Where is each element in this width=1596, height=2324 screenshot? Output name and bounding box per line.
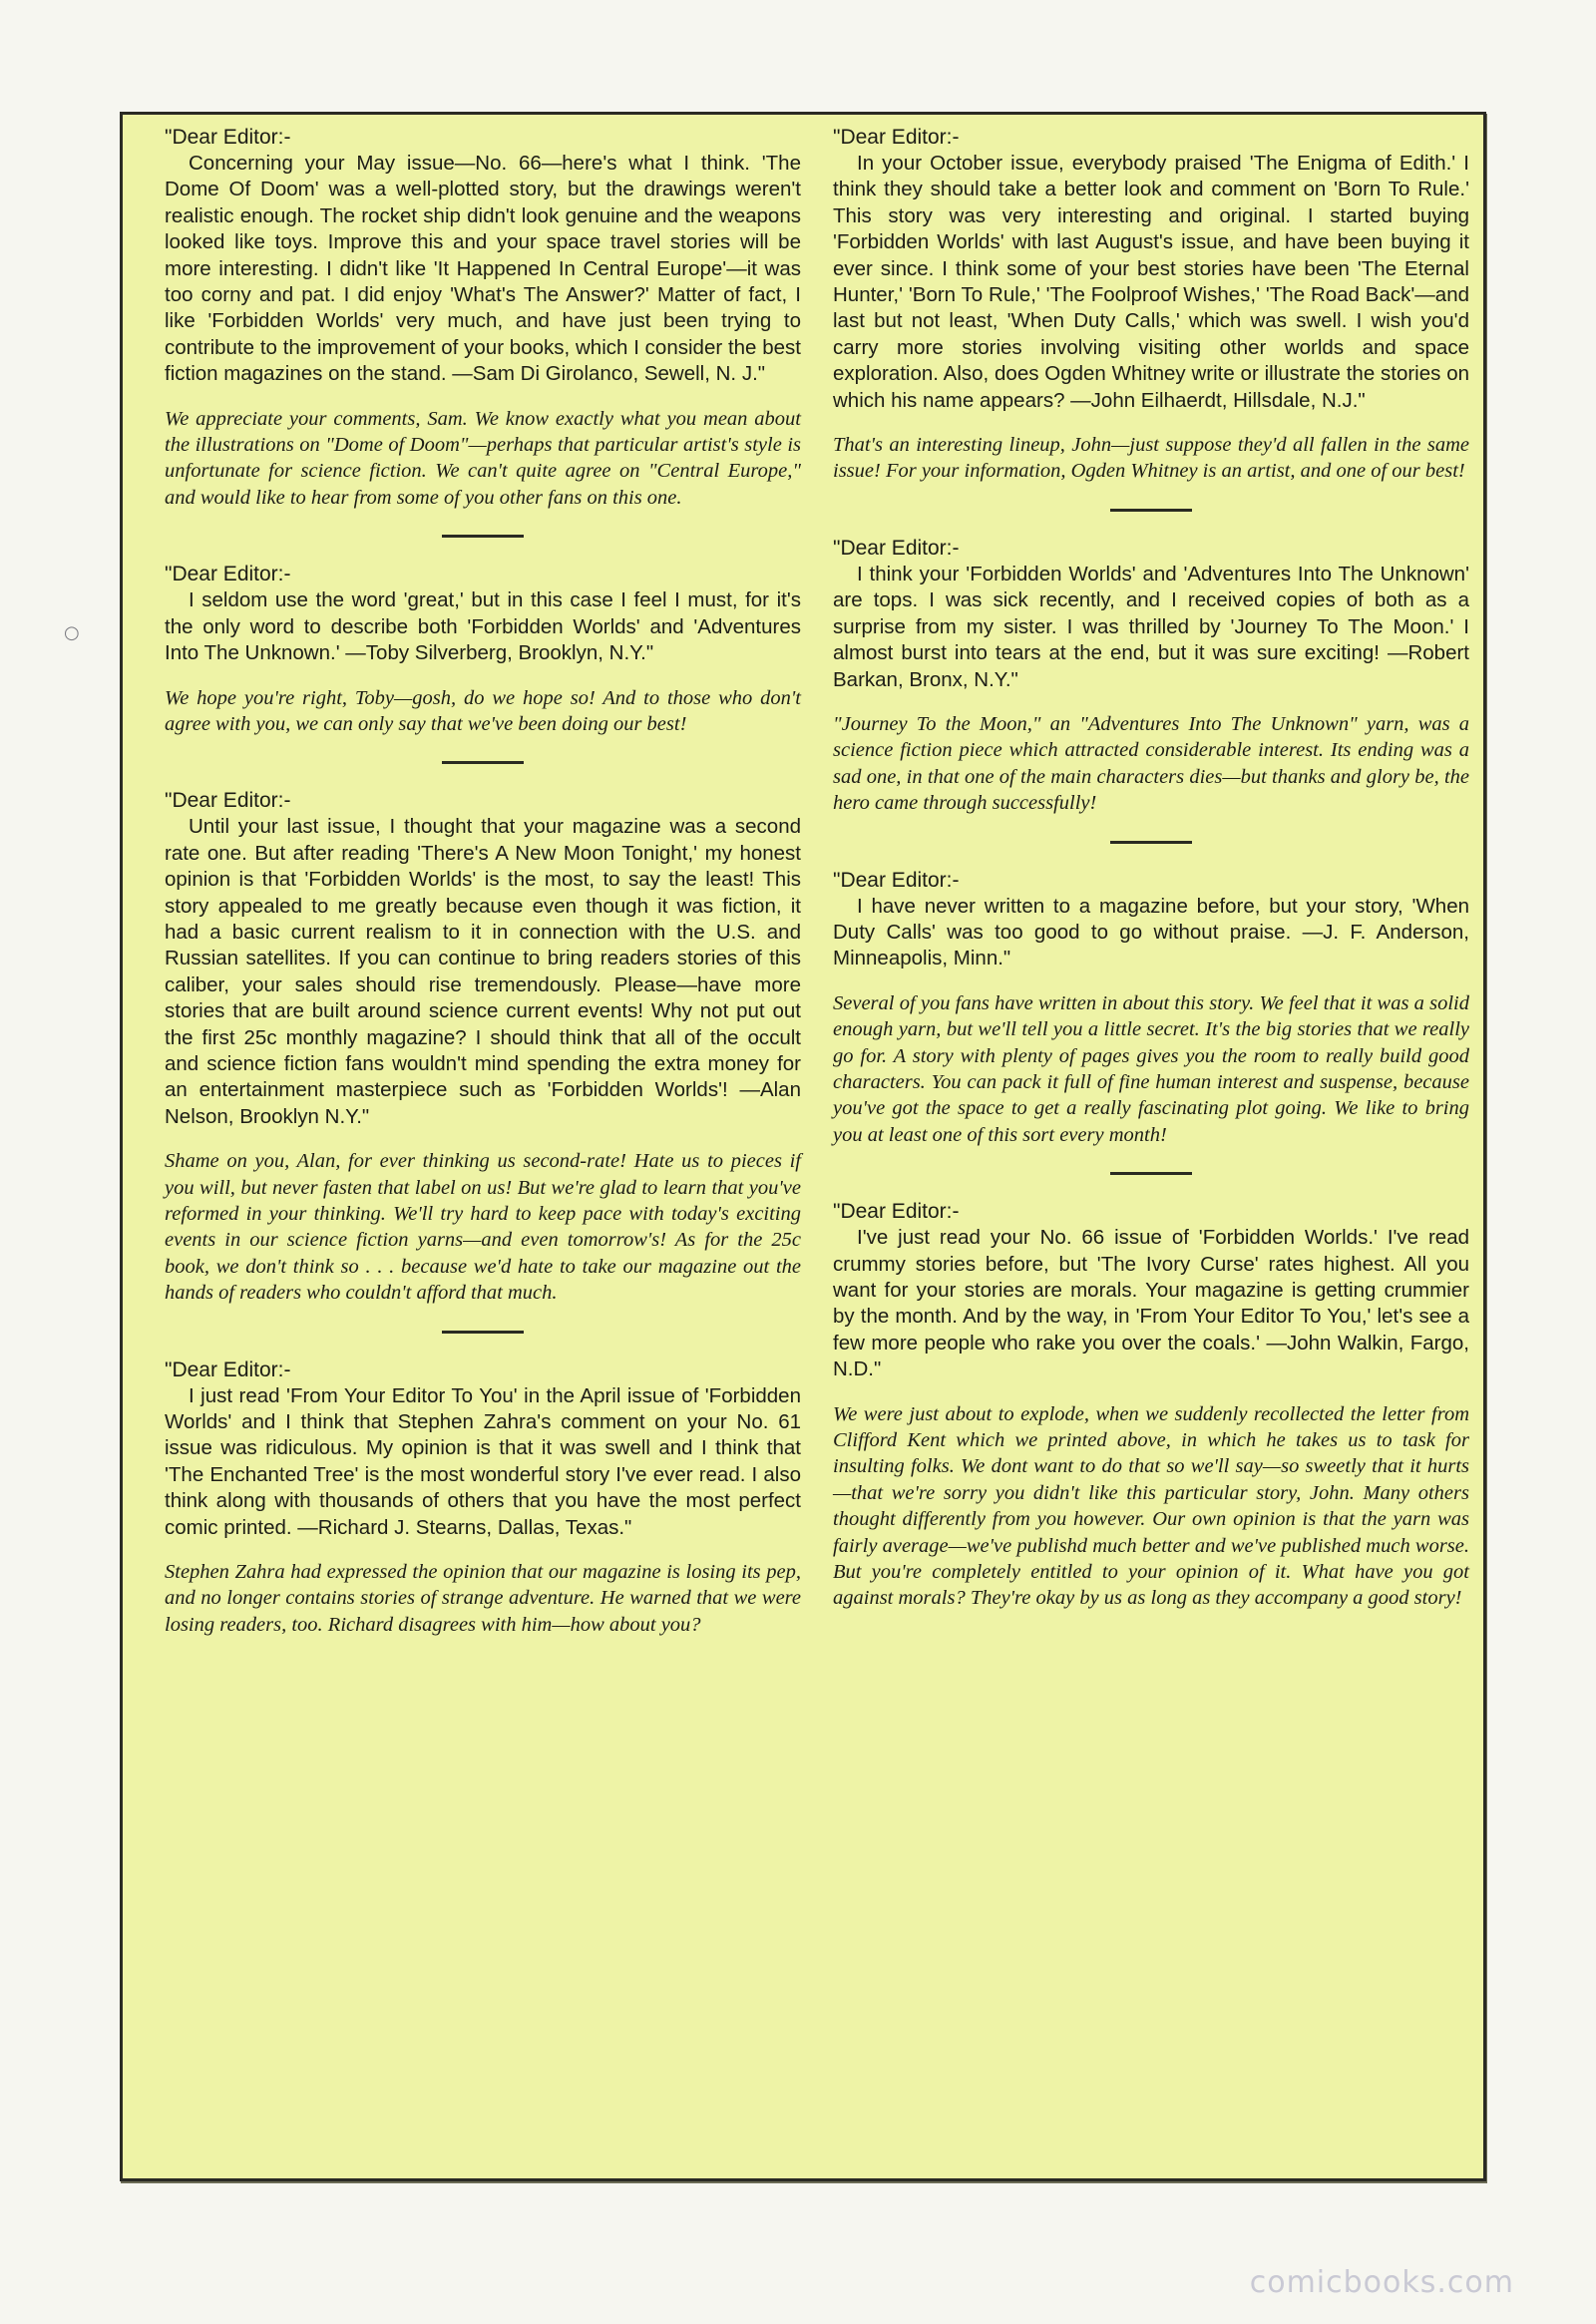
- editor-reply: We were just about to explode, when we suddenly recollected the letter from Clifford Kent which we printed above, in which he takes us to task for insulting folks. We dont want to do that so we'll say—so sweetly that it hurts—that we're sorry you didn't like this particular story, John. Many others thought differently from you however. Our own opinion is that the yarn was fairly average—we've publishd much better and we've published much worse. But you're completely entitled to your opinion of it. What have you got against morals? They're okay by us as long as they accompany a good story!: [833, 1402, 1469, 1610]
- letter-body: I have never written to a magazine before, but your story, 'When Duty Calls' was too good to go without praise. —J. F. Anderson, Minneapolis, Minn.": [833, 894, 1469, 970]
- margin-mark: ○: [64, 622, 80, 643]
- separator: [1110, 841, 1192, 844]
- letter-body: I think your 'Forbidden Worlds' and 'Adventures Into The Unknown' are tops. I was sick recently, and I received copies of both as a surprise from my sister. I was thrilled by 'Journey To The Moon.' I almost burst into tears at the end, but it was sure exciting! —Robert Barkan, Bronx, N.Y.": [833, 562, 1469, 691]
- letter-salutation: "Dear Editor:-: [165, 563, 291, 586]
- letters-panel: [120, 112, 1486, 2181]
- left-column: [165, 125, 801, 1638]
- letter-body: I seldom use the word 'great,' but in this case I feel I must, for it's the only word to describe both 'Forbidden Worlds' and 'Adventures Into The Unknown.' —Toby Silverberg, Brooklyn, N.Y.": [165, 588, 801, 665]
- editor-reply: Stephen Zahra had expressed the opinion that our magazine is losing its pep, and no longer contains stories of strange adventure. He warned that we were losing readers, too. Richard disagrees with him—how about you?: [165, 1561, 801, 1636]
- letter-body: I just read 'From Your Editor To You' in the April issue of 'Forbidden Worlds' and I think that Stephen Zahra's comment on your No. 61 issue was ridiculous. My opinion is that it was swell and I think that 'The Enchanted Tree' is the most wonderful story I've ever read. I also think along with thousands of others that you have the most perfect comic printed. —Richard J. Stearns, Dallas, Texas.": [165, 1383, 801, 1539]
- letter-body: Concerning your May issue—No. 66—here's what I think. 'The Dome Of Doom' was a well-plotted story, but the drawings weren't realistic enough. The rocket ship didn't look genuine and the weapons looked like toys. Improve this and your space travel stories will be more interesting. I didn't like 'It Happened In Central Europe'—it was too corny and pat. I did enjoy 'What's The Answer?' Matter of fact, I like 'Forbidden Worlds' very much, and have just been trying to contribute to the improvement of your books, which I consider the best fiction magazines on the stand. —Sam Di Girolanco, Sewell, N. J.": [165, 152, 801, 386]
- separator: [442, 535, 524, 538]
- editor-reply: Shame on you, Alan, for ever thinking us second-rate! Hate us to pieces if you will, but never fasten that label on us! But we're glad to learn that you've reformed in your thinking. We'll try hard to keep pace with today's exciting events in our science fiction yarns—and even tomorrow's! As for the 25c book, we don't think so . . . because we'd hate to take our magazine out the hands of readers who couldn't afford that much.: [165, 1150, 801, 1305]
- letter-body: I've just read your No. 66 issue of 'Forbidden Worlds.' I've read crummy stories before, but 'The Ivory Curse' rates highest. All you want for your stories are morals. Your magazine is getting crummier by the month. And by the way, in 'From Your Editor To You,' let's see a few more people who rake you over the coals.' —John Walkin, Fargo, N.D.": [833, 1226, 1469, 1381]
- separator: [442, 1331, 524, 1334]
- separator: [442, 761, 524, 764]
- letter-salutation: "Dear Editor:-: [165, 1357, 291, 1381]
- editor-reply: Several of you fans have written in about this story. We feel that it was a solid enough yarn, but we'll tell you a little secret. It's the big stories that we really go for. A story with plenty of pages gives you the room to really build good characters. You can pack it full of fine human interest and suspense, because you've got the space to get a really fascinating plot going. We like to bring you at least one of this sort every month!: [833, 991, 1469, 1146]
- editor-reply: "Journey To the Moon," an "Adventures Into The Unknown" yarn, was a science fiction piece which attracted considerable interest. Its ending was a sad one, in that one of the main characters dies—but thanks and glory be, the hero came through successfully!: [833, 712, 1469, 815]
- letter-salutation: "Dear Editor:-: [833, 536, 960, 560]
- separator: [1110, 509, 1192, 512]
- letter: [165, 1357, 801, 1639]
- letter: [165, 125, 801, 511]
- letter: [165, 562, 801, 737]
- watermark: comicbooks.com: [1249, 2265, 1514, 2300]
- letter-salutation: "Dear Editor:-: [165, 126, 291, 149]
- letter: [833, 536, 1469, 817]
- editor-reply: That's an interesting lineup, John—just suppose they'd all fallen in the same issue! For your information, Ogden Whitney is an artist, and one of our best!: [833, 434, 1469, 483]
- letter: [833, 868, 1469, 1149]
- letter-body: Until your last issue, I thought that your magazine was a second rate one. But after reading 'There's A New Moon Tonight,' my honest opinion is that 'Forbidden Worlds' is the most, to say the least! This story appealed to me greatly because even though it was fiction, it had a basic current realism to it in connection with the U.S. and Russian satellites. If you can continue to bring readers stories of this caliber, your sales should rise tremendously. Please—have more stories that are built around science current events! Why not put out the first 25c monthly magazine? I should think that all of the occult and science fiction fans wouldn't mind spending the extra money for an entertainment masterpiece such as 'Forbidden Worlds'! —Alan Nelson, Brooklyn N.Y.": [165, 815, 801, 1128]
- letter-salutation: "Dear Editor:-: [165, 789, 291, 813]
- editor-reply: We appreciate your comments, Sam. We know exactly what you mean about the illustrations on "Dome of Doom"—perhaps that particular artist's style is unfortunate for science fiction. We can't quite agree on "Central Europe," and would like to hear from some of you other fans on this one.: [165, 407, 801, 509]
- separator: [1110, 1172, 1192, 1175]
- letter: [833, 125, 1469, 485]
- letter-body: In your October issue, everybody praised 'The Enigma of Edith.' I think they should take a better look and comment on 'Born To Rule.' This story was very interesting and original. I started buying 'Forbidden Worlds' with last August's issue, and have been buying it ever since. I think some of your best stories have been 'The Eternal Hunter,' 'Born To Rule,' 'The Foolproof Wishes,' 'The Road Back'—and last but not least, 'When Duty Calls,' which was swell. I wish you'd carry more stories involving visiting other worlds and space exploration. Also, does Ogden Whitney write or illustrate the stories on which his name appears? —John Eilhaerdt, Hillsdale, N.J.": [833, 152, 1469, 412]
- editor-reply: We hope you're right, Toby—gosh, do we hope so! And to those who don't agree with you, we can only say that we've been doing our best!: [165, 686, 801, 735]
- letter-salutation: "Dear Editor:-: [833, 868, 960, 892]
- letter: [833, 1199, 1469, 1612]
- right-column: [833, 125, 1469, 1612]
- letter-salutation: "Dear Editor:-: [833, 126, 960, 149]
- letter-salutation: "Dear Editor:-: [833, 1200, 960, 1224]
- letter: [165, 788, 801, 1306]
